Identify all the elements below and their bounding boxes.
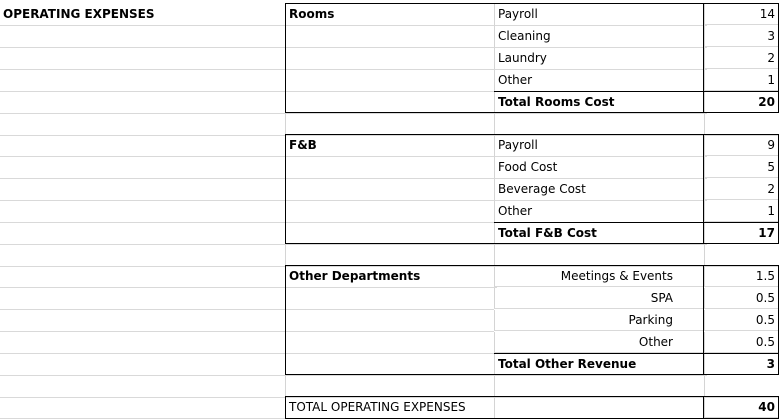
table-row <box>0 135 779 157</box>
rooms-item-label[interactable]: Payroll <box>494 4 707 26</box>
table-row <box>0 70 779 92</box>
table-row <box>0 179 779 201</box>
fb-item-label[interactable]: Other <box>494 201 707 223</box>
rooms-item-label[interactable]: Other <box>494 70 707 92</box>
other-section-title[interactable]: Other Departments <box>285 266 497 288</box>
empty-cell[interactable] <box>0 26 285 48</box>
empty-cell[interactable] <box>285 332 494 354</box>
empty-cell[interactable] <box>494 114 704 136</box>
fb-section-title[interactable]: F&B <box>285 135 497 157</box>
empty-cell[interactable] <box>285 114 494 136</box>
fb-total-label[interactable]: Total F&B Cost <box>494 223 707 245</box>
fb-item-label[interactable]: Food Cost <box>494 157 707 179</box>
rooms-total-value[interactable]: 20 <box>704 92 779 113</box>
operating-expenses-header[interactable]: OPERATING EXPENSES <box>0 4 288 26</box>
table-row <box>0 92 779 114</box>
other-item-value[interactable]: 1.5 <box>704 266 779 287</box>
grand-total-label[interactable]: TOTAL OPERATING EXPENSES <box>285 397 497 419</box>
empty-cell[interactable] <box>0 114 285 136</box>
table-row <box>0 310 779 332</box>
table-row <box>0 397 779 419</box>
empty-cell[interactable] <box>0 288 285 310</box>
empty-cell[interactable] <box>285 288 494 310</box>
table-row <box>0 26 779 48</box>
empty-cell[interactable] <box>285 179 494 201</box>
empty-cell[interactable] <box>704 114 779 136</box>
other-item-value[interactable]: 0.5 <box>704 288 779 309</box>
empty-cell[interactable] <box>704 245 779 267</box>
empty-cell[interactable] <box>0 179 285 201</box>
empty-cell[interactable] <box>285 310 494 332</box>
empty-cell[interactable] <box>0 201 285 223</box>
other-total-label[interactable]: Total Other Revenue <box>494 354 707 376</box>
empty-cell[interactable] <box>494 376 704 398</box>
rooms-total-label[interactable]: Total Rooms Cost <box>494 92 707 114</box>
other-item-label[interactable]: Parking <box>494 310 703 331</box>
empty-cell[interactable] <box>285 70 494 92</box>
table-row <box>0 4 779 26</box>
table-row <box>0 376 779 398</box>
empty-cell[interactable] <box>0 92 285 114</box>
empty-cell[interactable] <box>285 157 494 179</box>
rooms-section-title[interactable]: Rooms <box>285 4 497 26</box>
empty-cell[interactable] <box>0 354 285 376</box>
empty-cell[interactable] <box>285 201 494 223</box>
fb-item-label[interactable]: Payroll <box>494 135 707 157</box>
table-row <box>0 354 779 376</box>
empty-cell[interactable] <box>494 245 704 267</box>
other-item-label[interactable]: SPA <box>494 288 703 309</box>
table-row <box>0 114 779 136</box>
empty-cell[interactable] <box>0 397 285 419</box>
table-row <box>0 201 779 223</box>
empty-cell[interactable] <box>285 26 494 48</box>
other-total-value[interactable]: 3 <box>704 354 779 375</box>
empty-cell[interactable] <box>0 223 285 245</box>
empty-cell[interactable] <box>285 354 494 376</box>
empty-cell[interactable] <box>0 48 285 70</box>
empty-cell[interactable] <box>285 376 494 398</box>
empty-cell[interactable] <box>0 332 285 354</box>
empty-cell[interactable] <box>285 92 494 114</box>
rooms-item-label[interactable]: Laundry <box>494 48 707 70</box>
fb-item-value[interactable]: 9 <box>704 135 779 156</box>
rooms-item-value[interactable]: 14 <box>704 4 779 25</box>
table-row <box>0 245 779 267</box>
other-item-label[interactable]: Other <box>494 332 703 353</box>
other-item-value[interactable]: 0.5 <box>704 310 779 331</box>
rooms-item-value[interactable]: 3 <box>704 26 779 47</box>
empty-cell[interactable] <box>0 245 285 267</box>
fb-item-label[interactable]: Beverage Cost <box>494 179 707 201</box>
empty-cell[interactable] <box>704 376 779 398</box>
empty-cell[interactable] <box>0 135 285 157</box>
table-row <box>0 288 779 310</box>
empty-cell[interactable] <box>494 397 704 419</box>
other-item-value[interactable]: 0.5 <box>704 332 779 353</box>
table-row <box>0 266 779 288</box>
fb-total-value[interactable]: 17 <box>704 223 779 244</box>
empty-cell[interactable] <box>285 223 494 245</box>
fb-item-value[interactable]: 5 <box>704 157 779 178</box>
table-row <box>0 48 779 70</box>
fb-item-value[interactable]: 1 <box>704 201 779 222</box>
grand-total-value[interactable]: 40 <box>704 397 779 418</box>
table-row <box>0 332 779 354</box>
empty-cell[interactable] <box>0 310 285 332</box>
rooms-item-label[interactable]: Cleaning <box>494 26 707 48</box>
other-item-label[interactable]: Meetings & Events <box>494 266 703 287</box>
rooms-item-value[interactable]: 2 <box>704 48 779 69</box>
fb-item-value[interactable]: 2 <box>704 179 779 200</box>
rooms-item-value[interactable]: 1 <box>704 70 779 91</box>
table-row <box>0 223 779 245</box>
empty-cell[interactable] <box>285 245 494 267</box>
empty-cell[interactable] <box>0 376 285 398</box>
empty-cell[interactable] <box>285 48 494 70</box>
empty-cell[interactable] <box>0 266 285 288</box>
table-row <box>0 157 779 179</box>
empty-cell[interactable] <box>0 70 285 92</box>
empty-cell[interactable] <box>0 157 285 179</box>
